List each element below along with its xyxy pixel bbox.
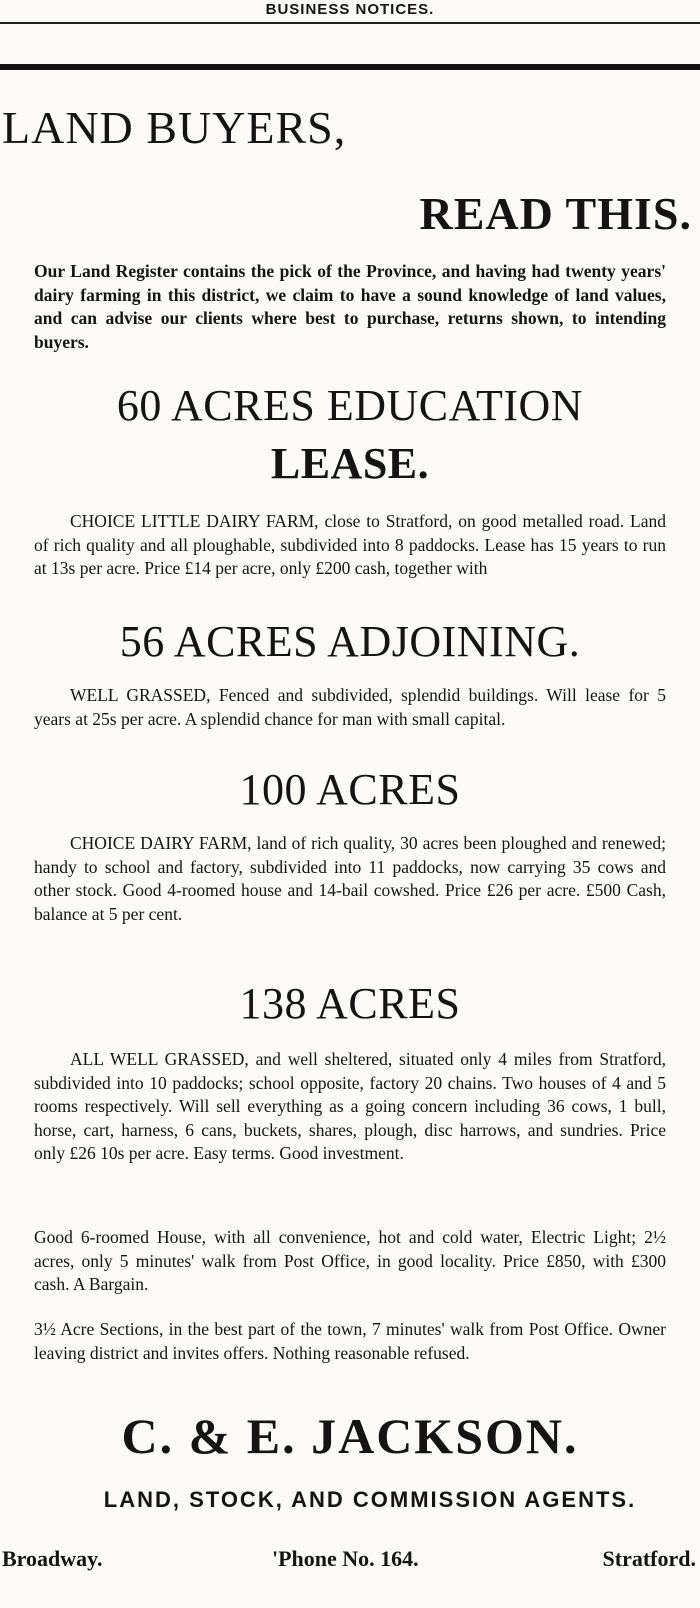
footer-phone: 'Phone No. 164. <box>272 1546 419 1571</box>
listing-title-56-acres: 56 ACRES ADJOINING. <box>119 617 581 666</box>
listing-title-lease: LEASE. <box>270 439 430 488</box>
listing-body-100-acres: CHOICE DAIRY FARM, land of rich quality, 30 acres been ploughed and renewed; handy to school and factory, subdivided into 11 paddocks, now carrying 35 cows and other stock. Good 4-roomed house and 14-bail cowshed. Price £26 per acre. £500 Cash, balance at 5 per cent. <box>34 833 666 924</box>
house-notice: Good 6-roomed House, with all convenience, hot and cold water, Electric Light; 2½ acres, only 5 minutes' walk from Post Office, in good locality. Price £850, with £300 cash. A Bargain. <box>34 1227 666 1294</box>
intro-paragraph: Our Land Register contains the pick of the Province, and having had twenty years' dairy farming in this district, we claim to have a sound knowledge of land values, and can advise our clients where best to purchase, returns shown, to intending buyers. <box>34 261 666 352</box>
footer-town: Stratford. <box>602 1546 696 1571</box>
headline-land-buyers: LAND BUYERS, <box>2 102 347 153</box>
listing-body-56-acres: WELL GRASSED, Fenced and subdivided, splendid buildings. Will lease for 5 years at 25s per acre. A splendid chance for man with small capital. <box>34 685 666 729</box>
listing-body-138-acres: ALL WELL GRASSED, and well sheltered, situated only 4 miles from Stratford, subdivided into 10 paddocks; school opposite, factory 20 chains. Two houses of 4 and 5 rooms respectively. Will sell everything as a going concern including 36 cows, 1 bull, horse, cart, harness, 6 cans, buckets, shares, plough, disc harrows, and sundries. Price only £26 10s per acre. Easy terms. Good investment. <box>34 1049 666 1163</box>
listing-title-60-acres: 60 ACRES EDUCATION <box>116 381 584 430</box>
header-rule <box>0 22 700 24</box>
sections-notice: 3½ Acre Sections, in the best part of the town, 7 minutes' walk from Post Office. Owner leaving district and invites offers. Nothing reasonable refused. <box>34 1319 666 1363</box>
headline-read-this: READ THIS. <box>419 188 692 239</box>
footer-address-line <box>0 1544 700 1574</box>
listing-title-100-acres: 100 ACRES <box>239 765 461 814</box>
listing-title-138-acres: 138 ACRES <box>239 979 461 1028</box>
agents-line: LAND, STOCK, AND COMMISSION AGENTS. <box>103 1487 637 1512</box>
firm-name: C. & E. JACKSON. <box>121 1408 579 1464</box>
section-header: BUSINESS NOTICES. <box>265 1 435 18</box>
footer-street: Broadway. <box>2 1546 103 1571</box>
listing-body-60-acres: CHOICE LITTLE DAIRY FARM, close to Stratford, on good metalled road. Land of rich quality and all ploughable, subdivided into 8 paddocks. Lease has 15 years to run at 13s per acre. Price £14 per acre, only £200 cash, together with <box>34 511 666 578</box>
column-rule-thick <box>0 64 700 70</box>
